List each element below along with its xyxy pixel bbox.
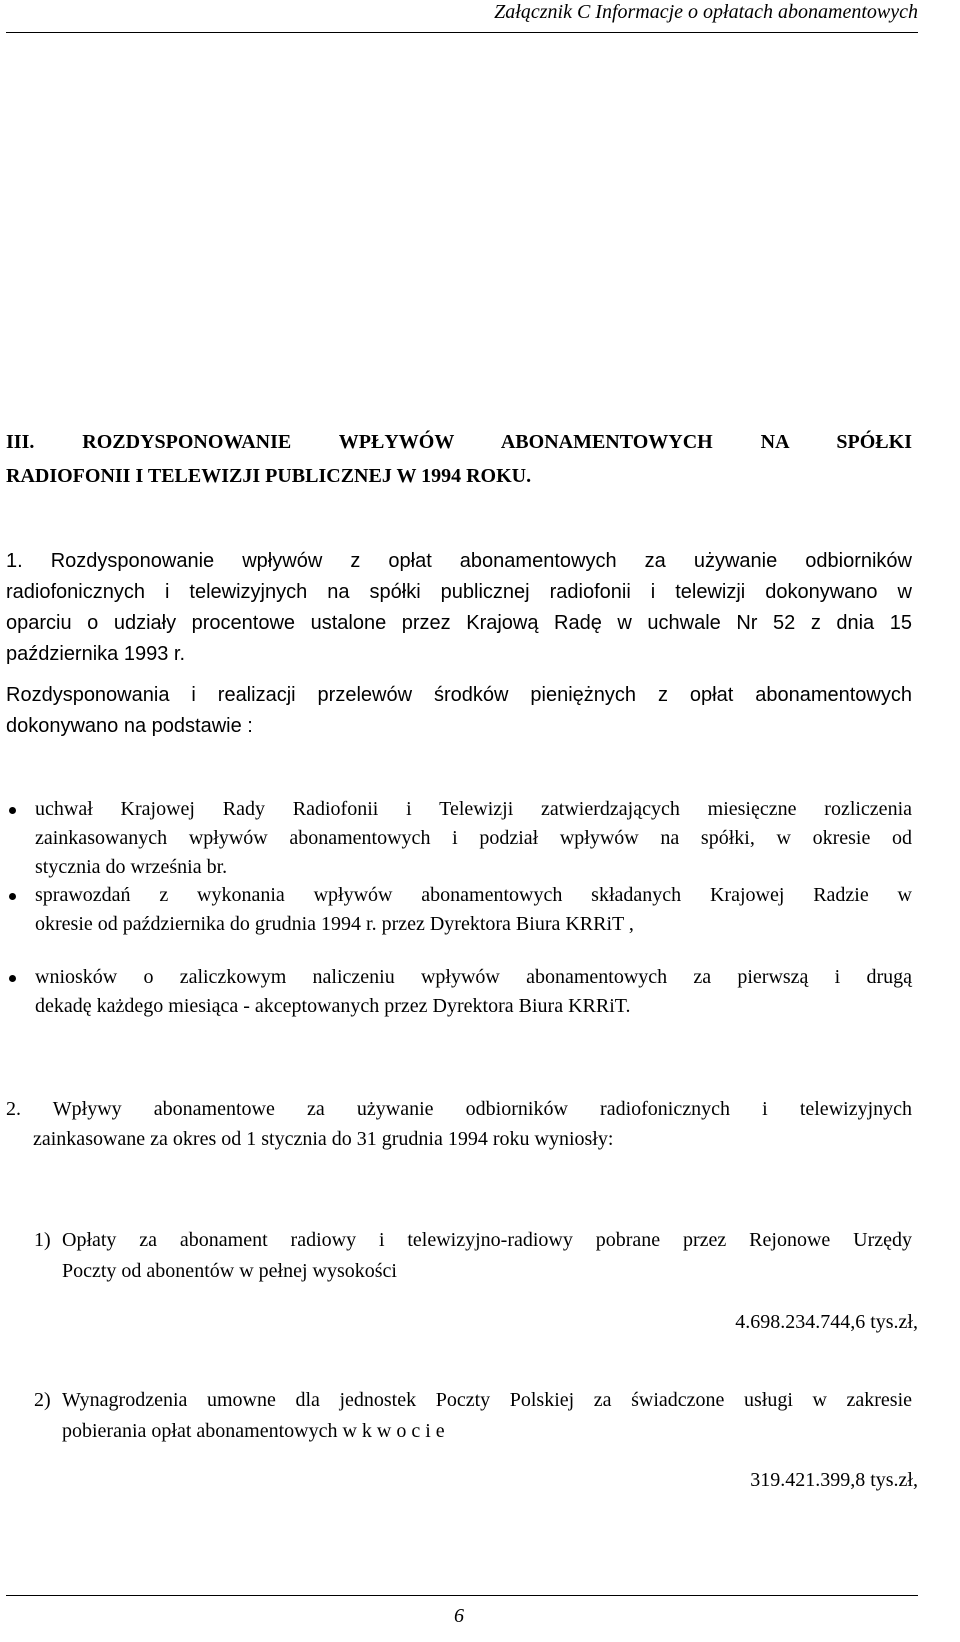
bullet-line: dekadę każdego miesiąca - akceptowanych przez Dyrektora Biura KRRiT.	[35, 995, 631, 1017]
paragraph-line: dokonywano na podstawie :	[6, 715, 253, 737]
paragraph-line: radiofonicznych i telewizyjnych na spółki publicznej radiofonii i telewizji dokonywano w	[6, 581, 912, 603]
bullet-icon	[9, 893, 16, 900]
list-item-number: 1)	[34, 1229, 51, 1251]
list-item-number: 2)	[34, 1389, 51, 1411]
bullet-icon	[9, 975, 16, 982]
bullet-line: wniosków o zaliczkowym naliczeniu wpływów abonamentowych za pierwszą i drugą	[35, 966, 912, 988]
bullet-text	[35, 795, 912, 882]
section-title-line: III. ROZDYSPONOWANIE WPŁYWÓW ABONAMENTOWYCH NA SPÓŁKI	[6, 431, 912, 453]
bullet-text	[35, 881, 912, 939]
section-title	[6, 425, 912, 493]
bullet-line: stycznia do września br.	[35, 856, 228, 878]
bullet-icon	[9, 807, 16, 814]
page-number: 6	[454, 1605, 464, 1627]
point-1-paragraph	[6, 546, 912, 670]
bullet-text	[35, 963, 912, 1021]
list-item-line: Wynagrodzenia umowne dla jednostek Poczty Polskiej za świadczone usługi w zakresie	[62, 1389, 912, 1411]
running-header: Załącznik C Informacje o opłatach abonamentowych	[494, 1, 918, 23]
paragraph-line: oparciu o udziały procentowe ustalone przez Krajową Radę w uchwale Nr 52 z dnia 15	[6, 612, 912, 634]
paragraph-line: 1. Rozdysponowanie wpływów z opłat abonamentowych za używanie odbiorników	[6, 550, 912, 572]
list-item-line: pobierania opłat abonamentowych w k w o c i e	[62, 1420, 445, 1442]
bullet-line: zainkasowanych wpływów abonamentowych i podział wpływów na spółki, w okresie od	[35, 827, 912, 849]
bullet-line: uchwał Krajowej Rady Radiofonii i Telewizji zatwierdzających miesięczne rozliczenia	[35, 798, 912, 820]
header-rule	[6, 32, 918, 33]
footer-rule	[6, 1595, 918, 1596]
paragraph-line: 2. Wpływy abonamentowe za używanie odbiorników radiofonicznych i telewizyjnych	[6, 1098, 912, 1120]
amount-value: 319.421.399,8 tys.zł,	[750, 1469, 918, 1491]
list-item-line: Poczty od abonentów w pełnej wysokości	[62, 1260, 397, 1282]
paragraph-line: października 1993 r.	[6, 643, 186, 665]
list-item-text	[62, 1225, 912, 1287]
paragraph-line: zainkasowane za okres od 1 stycznia do 31 grudnia 1994 roku wyniosły:	[33, 1128, 614, 1150]
list-item-text	[62, 1385, 912, 1447]
list-item-line: Opłaty za abonament radiowy i telewizyjno-radiowy pobrane przez Rejonowe Urzędy	[62, 1229, 912, 1251]
section-title-line: RADIOFONII I TELEWIZJI PUBLICZNEJ W 1994 ROKU.	[6, 465, 532, 487]
bullet-line: sprawozdań z wykonania wpływów abonamentowych składanych Krajowej Radzie w	[35, 884, 912, 906]
bullet-line: okresie od października do grudnia 1994 r. przez Dyrektora Biura KRRiT ,	[35, 913, 634, 935]
paragraph-line: Rozdysponowania i realizacji przelewów środków pieniężnych z opłat abonamentowych	[6, 684, 912, 706]
intro-paragraph	[6, 680, 912, 742]
point-2-paragraph	[6, 1094, 912, 1154]
amount-value: 4.698.234.744,6 tys.zł,	[735, 1311, 918, 1333]
